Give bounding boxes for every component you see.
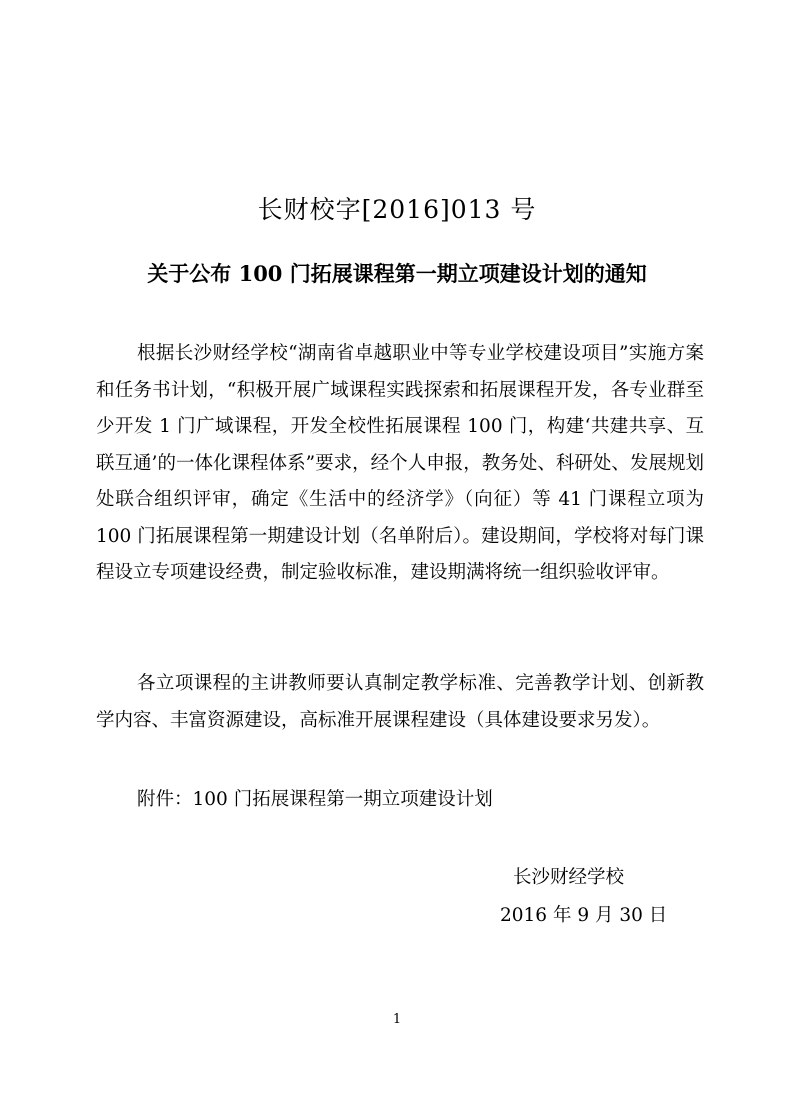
body-paragraph-2: 各立项课程的主讲教师要认真制定教学标准、完善教学计划、创新教学内容、丰富资源建设，高标准开展课程建设（具体建设要求另发）。: [96, 673, 704, 731]
attachment-line: 附件：100 门拓展课程第一期立项建设计划: [137, 789, 493, 810]
body-paragraph-1: 根据长沙财经学校“湖南省卓越职业中等专业学校建设项目”实施方案和任务书计划，“积极开展广域课程实践探索和拓展课程开发，各专业群至少开发 1 门广域课程，开发全校性拓展课程 100 门，构建‘共建共享、互联互通’的一体化课程体系”要求，经个人申报，教务处、科研处、发展规划处联合组织评审，确定《生活中的经济学》（向征）等 41 门课程立项为 100 门拓展课程第一期建设计划（名单附后）。建设期间，学校将对每门课程设立专项建设经费，制定验收标准，建设期满将统一组织验收评审。: [96, 343, 704, 583]
signature-date: 2016 年 9 月 30 日: [500, 905, 668, 926]
signature-organization: 长沙财经学校: [513, 867, 625, 888]
document-number: 长财校字[2016]013 号: [257, 195, 537, 224]
page-number: 1: [392, 1012, 402, 1027]
document-title: 关于公布 100 门拓展课程第一期立项建设计划的通知: [147, 261, 647, 286]
